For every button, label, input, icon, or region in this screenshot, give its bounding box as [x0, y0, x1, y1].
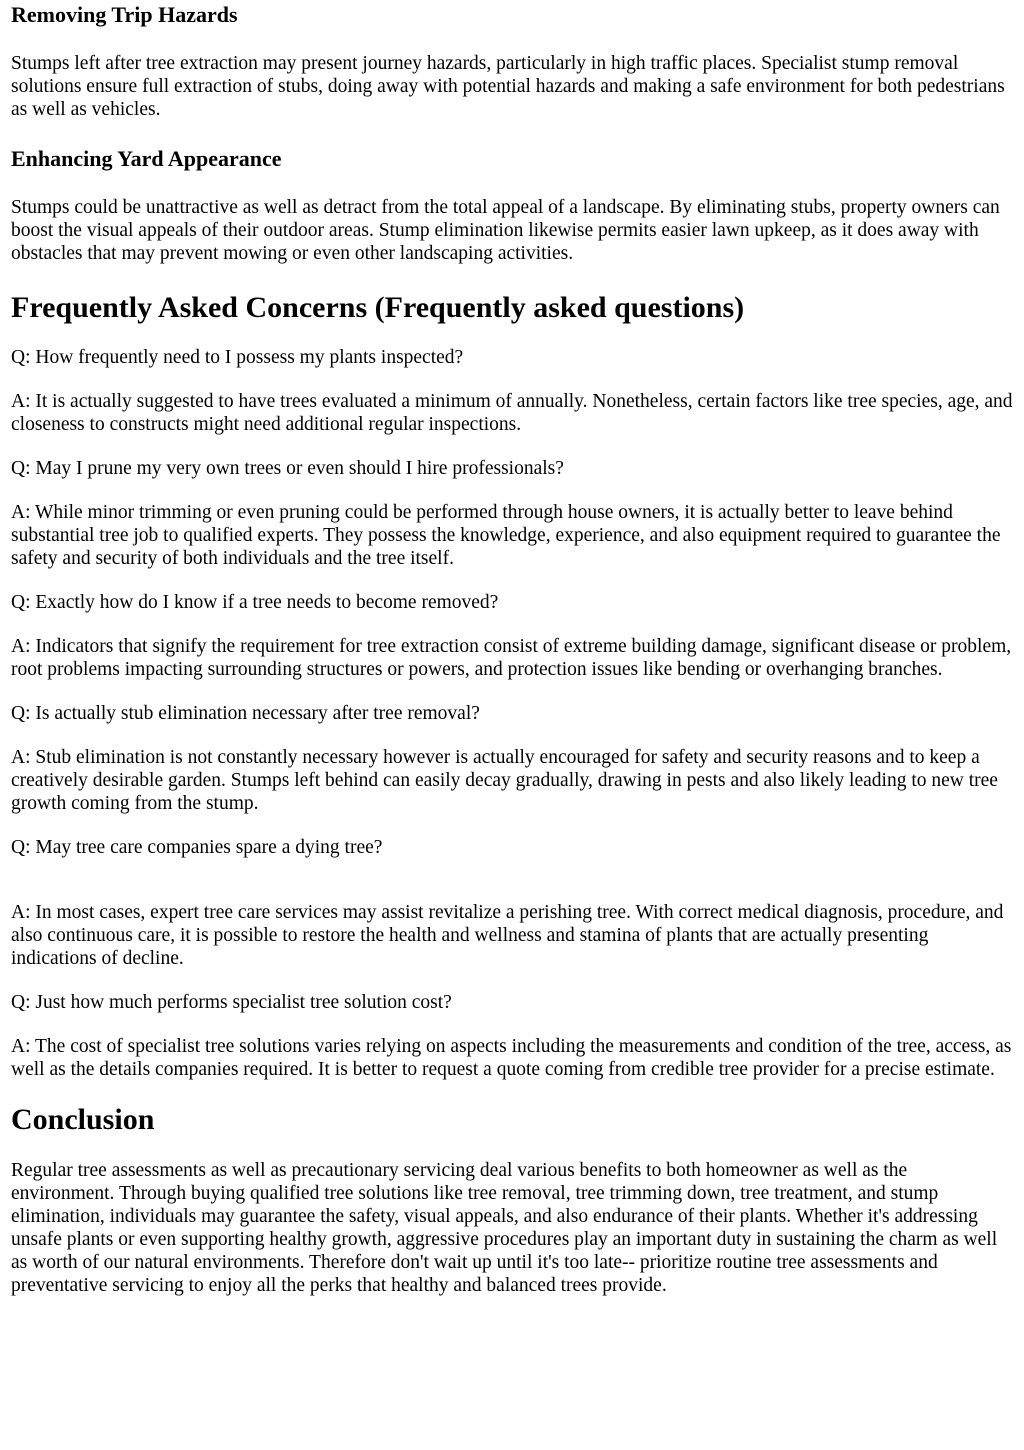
faq-question: Q: How frequently need to I possess my plants inspected?: [11, 347, 464, 368]
conclusion-heading: Conclusion: [11, 1103, 155, 1136]
section-heading-yard-appearance: Enhancing Yard Appearance: [11, 146, 282, 171]
faq-question: Q: Exactly how do I know if a tree needs to become removed?: [11, 592, 499, 613]
article-body: [0, 2, 1024, 1297]
faq-answer: A: Stub elimination is not constantly necessary however is actually encouraged for safety and security reasons and to keep a creatively desirable garden. Stumps left behind can easily decay gradually, drawing in pests and also likely leading to new tree growth coming from the stump.: [11, 747, 998, 814]
faq-question: Q: Is actually stub elimination necessary after tree removal?: [11, 703, 480, 724]
section-text-trip-hazards: Stumps left after tree extraction may present journey hazards, particularly in high traffic places. Specialist stump removal solutions ensure full extraction of stubs, doing away with potential hazards and making a safe environment for both pedestrians as well as vehicles.: [11, 53, 1005, 120]
faq-answer: A: While minor trimming or even pruning could be performed through house owners, it is actually better to leave behind substantial tree job to qualified experts. They possess the knowledge, experience, and also equipment required to guarantee the safety and security of both individuals and the tree itself.: [11, 502, 1001, 569]
faq-question: Q: May tree care companies spare a dying tree?: [11, 837, 383, 858]
section-heading-trip-hazards: Removing Trip Hazards: [11, 2, 238, 27]
faq-answer: A: The cost of specialist tree solutions varies relying on aspects including the measurements and condition of the tree, access, as well as the details companies required. It is better to request a quote coming from credible tree provider for a precise estimate.: [11, 1036, 1012, 1080]
faq-question: Q: May I prune my very own trees or even should I hire professionals?: [11, 458, 564, 479]
section-text-yard-appearance: Stumps could be unattractive as well as detract from the total appeal of a landscape. By eliminating stubs, property owners can boost the visual appeals of their outdoor areas. Stump elimination likewise permits easier lawn upkeep, as it does away with obstacles that may prevent mowing or even other landscaping activities.: [11, 197, 1000, 264]
faq-answer: A: It is actually suggested to have trees evaluated a minimum of annually. Nonetheless, certain factors like tree species, age, and closeness to constructs might need additional regular inspections.: [11, 391, 1013, 435]
faq-answer: A: In most cases, expert tree care services may assist revitalize a perishing tree. With correct medical diagnosis, procedure, and also continuous care, it is possible to restore the health and wellness and stamina of plants that are actually presenting indications of decline.: [11, 902, 1004, 969]
conclusion-text: Regular tree assessments as well as precautionary servicing deal various benefits to both homeowner as well as the environment. Through buying qualified tree solutions like tree removal, tree trimming down, tree treatment, and stump elimination, individuals may guarantee the safety, visual appeals, and also endurance of their plants. Whether it's addressing unsafe plants or even supporting healthy growth, aggressive procedures play an important duty in sustaining the charm as well as worth of our natural environments. Therefore don't wait up until it's too late-- prioritize routine tree assessments and preventative servicing to enjoy all the perks that healthy and balanced trees provide.: [11, 1160, 998, 1296]
faq-heading: Frequently Asked Concerns (Frequently asked questions): [11, 291, 745, 324]
faq-question: Q: Just how much performs specialist tree solution cost?: [11, 992, 452, 1013]
faq-answer: A: Indicators that signify the requirement for tree extraction consist of extreme building damage, significant disease or problem, root problems impacting surrounding structures or powers, and protection issues like bending or overhanging branches.: [11, 636, 1012, 680]
